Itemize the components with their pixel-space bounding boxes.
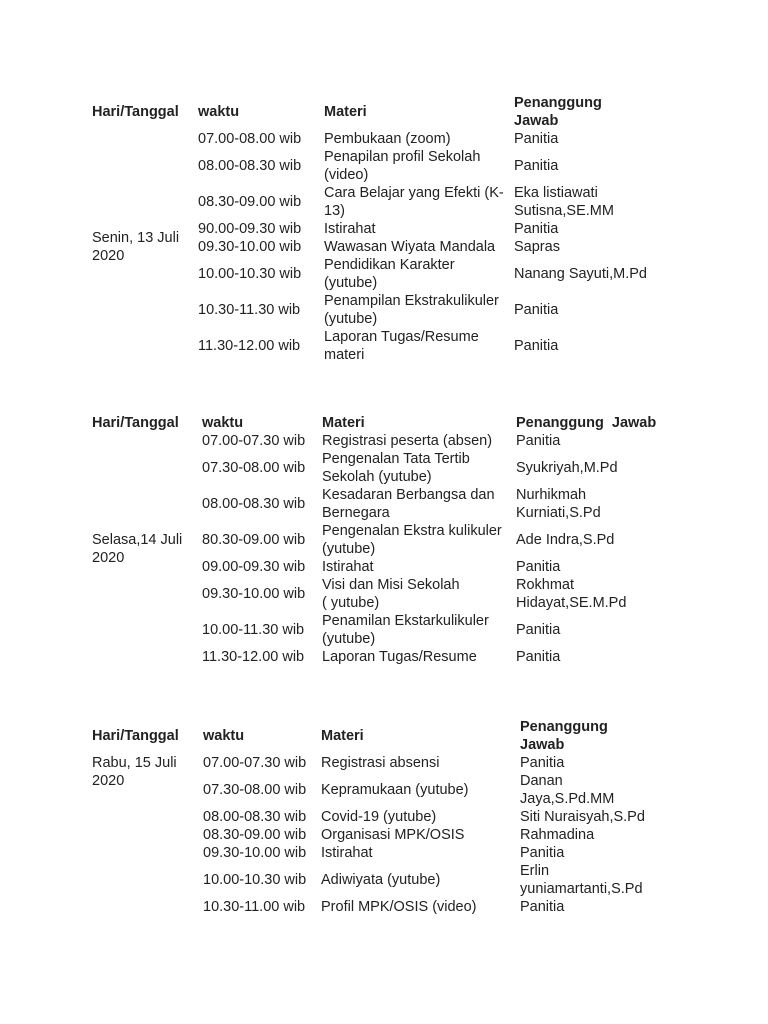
header-hari: Hari/Tanggal (92, 104, 179, 120)
day-cell-empty (90, 808, 201, 826)
materi-cell: Penampilan Ekstrakulikuler (yutube) (324, 293, 499, 327)
waktu-cell: 90.00-09.30 wib (198, 221, 302, 237)
materi-cell: Visi dan Misi Sekolah ( yutube) (322, 577, 460, 611)
pj-cell: Panitia (516, 622, 561, 638)
pj-cell: Nurhikmah Kurniati,S.Pd (516, 487, 601, 521)
waktu-cell: 08.00-08.30 wib (198, 158, 302, 174)
header-waktu: waktu (203, 728, 245, 744)
waktu-cell: 10.00-11.30 wib (202, 622, 305, 638)
header-materi: Materi (322, 415, 365, 431)
pj-cell: Panitia (514, 131, 559, 147)
waktu-cell: 09.30-10.00 wib (198, 239, 302, 255)
waktu-cell: 10.30-11.00 wib (203, 899, 306, 915)
table-row (90, 844, 668, 862)
table-row (90, 826, 668, 844)
day-cell-empty (90, 862, 201, 898)
waktu-cell: 09.30-10.00 wib (202, 586, 306, 602)
pj-cell: Ade Indra,S.Pd (516, 532, 615, 548)
materi-cell: Pendidikan Karakter (yutube) (324, 257, 455, 291)
schedule-table-senin (90, 94, 672, 364)
table-row (90, 432, 674, 450)
pj-cell: Panitia (514, 302, 559, 318)
materi-cell: Pengenalan Ekstra kulikuler (yutube) (322, 523, 502, 557)
pj-cell: Rokhmat Hidayat,SE.M.Pd (516, 577, 627, 611)
waktu-cell: 07.30-08.00 wib (202, 460, 306, 476)
pj-cell: Panitia (514, 221, 559, 237)
materi-cell: Adiwiyata (yutube) (321, 872, 441, 888)
pj-cell: Erlin yuniamartanti,S.Pd (520, 863, 643, 897)
table-row (90, 862, 668, 898)
pj-cell: Eka listiawati Sutisna,SE.MM (514, 185, 614, 219)
pj-cell: Nanang Sayuti,M.Pd (514, 266, 647, 282)
waktu-cell: 09.00-09.30 wib (202, 559, 306, 575)
materi-cell: Cara Belajar yang Efekti (K- 13) (324, 185, 504, 219)
header-pj: Penanggung Jawab (514, 95, 602, 129)
day-cell-empty (90, 844, 201, 862)
pj-cell: Siti Nuraisyah,S.Pd (520, 809, 645, 825)
table-row (90, 808, 668, 826)
materi-cell: Penapilan profil Sekolah (video) (324, 149, 481, 183)
header-pj: Penanggung Jawab (516, 415, 657, 431)
day-cell-empty (90, 826, 201, 844)
pj-cell: Rahmadina (520, 827, 595, 843)
waktu-cell: 10.00-10.30 wib (203, 872, 307, 888)
materi-cell: Istirahat (322, 559, 374, 575)
pj-cell: Panitia (520, 899, 565, 915)
waktu-cell: 09.30-10.00 wib (203, 845, 307, 861)
pj-cell: Syukriyah,M.Pd (516, 460, 618, 476)
waktu-cell: 11.30-12.00 wib (198, 338, 301, 354)
pj-cell: Panitia (516, 649, 561, 665)
waktu-cell: 08.30-09.00 wib (198, 194, 302, 210)
materi-cell: Penamilan Ekstarkulikuler (yutube) (322, 613, 489, 647)
header-pj: Penanggung Jawab (520, 719, 608, 753)
waktu-cell: 07.30-08.00 wib (203, 782, 307, 798)
materi-cell: Kepramukaan (yutube) (321, 782, 469, 798)
schedule-table-rabu (90, 718, 668, 916)
materi-cell: Registrasi peserta (absen) (322, 433, 493, 449)
pj-cell: Sapras (514, 239, 560, 255)
materi-cell: Organisasi MPK/OSIS (321, 827, 465, 843)
waktu-cell: 80.30-09.00 wib (202, 532, 306, 548)
day-cell: Rabu, 15 Juli 2020 (92, 755, 177, 789)
table-header-row (90, 414, 674, 432)
waktu-cell: 08.00-08.30 wib (203, 809, 307, 825)
header-hari: Hari/Tanggal (92, 728, 179, 744)
materi-cell: Laporan Tugas/Resume materi (324, 329, 479, 363)
table-row (90, 898, 668, 916)
table-header-row (90, 94, 672, 130)
materi-cell: Profil MPK/OSIS (video) (321, 899, 477, 915)
materi-cell: Istirahat (324, 221, 376, 237)
waktu-cell: 08.00-08.30 wib (202, 496, 306, 512)
waktu-cell: 11.30-12.00 wib (202, 649, 305, 665)
header-materi: Materi (324, 104, 367, 120)
materi-cell: Registrasi absensi (321, 755, 440, 771)
pj-cell: Panitia (516, 433, 561, 449)
header-hari: Hari/Tanggal (92, 415, 179, 431)
waktu-cell: 07.00-07.30 wib (203, 755, 307, 771)
waktu-cell: 10.30-11.30 wib (198, 302, 301, 318)
materi-cell: Covid-19 (yutube) (321, 809, 437, 825)
table-header-row (90, 718, 668, 754)
pj-cell: Panitia (514, 158, 559, 174)
waktu-cell: 07.00-08.00 wib (198, 131, 302, 147)
materi-cell: Laporan Tugas/Resume (322, 649, 477, 665)
header-waktu: waktu (202, 415, 244, 431)
materi-cell: Istirahat (321, 845, 373, 861)
table-row (90, 754, 668, 772)
materi-cell: Kesadaran Berbangsa dan Bernegara (322, 487, 495, 521)
table-row (90, 130, 672, 148)
pj-cell: Danan Jaya,S.Pd.MM (520, 773, 615, 807)
day-cell: Senin, 13 Juli 2020 (92, 230, 180, 264)
materi-cell: Pembukaan (zoom) (324, 131, 451, 147)
pj-cell: Panitia (520, 755, 565, 771)
waktu-cell: 08.30-09.00 wib (203, 827, 307, 843)
pj-cell: Panitia (516, 559, 561, 575)
pj-cell: Panitia (520, 845, 565, 861)
day-cell-empty (90, 898, 201, 916)
materi-cell: Wawasan Wiyata Mandala (324, 239, 496, 255)
header-waktu: waktu (198, 104, 240, 120)
materi-cell: Pengenalan Tata Tertib Sekolah (yutube) (322, 451, 470, 485)
waktu-cell: 10.00-10.30 wib (198, 266, 302, 282)
header-materi: Materi (321, 728, 364, 744)
day-cell: Selasa,14 Juli 2020 (92, 532, 183, 566)
waktu-cell: 07.00-07.30 wib (202, 433, 306, 449)
schedule-table-selasa (90, 414, 674, 666)
pj-cell: Panitia (514, 338, 559, 354)
